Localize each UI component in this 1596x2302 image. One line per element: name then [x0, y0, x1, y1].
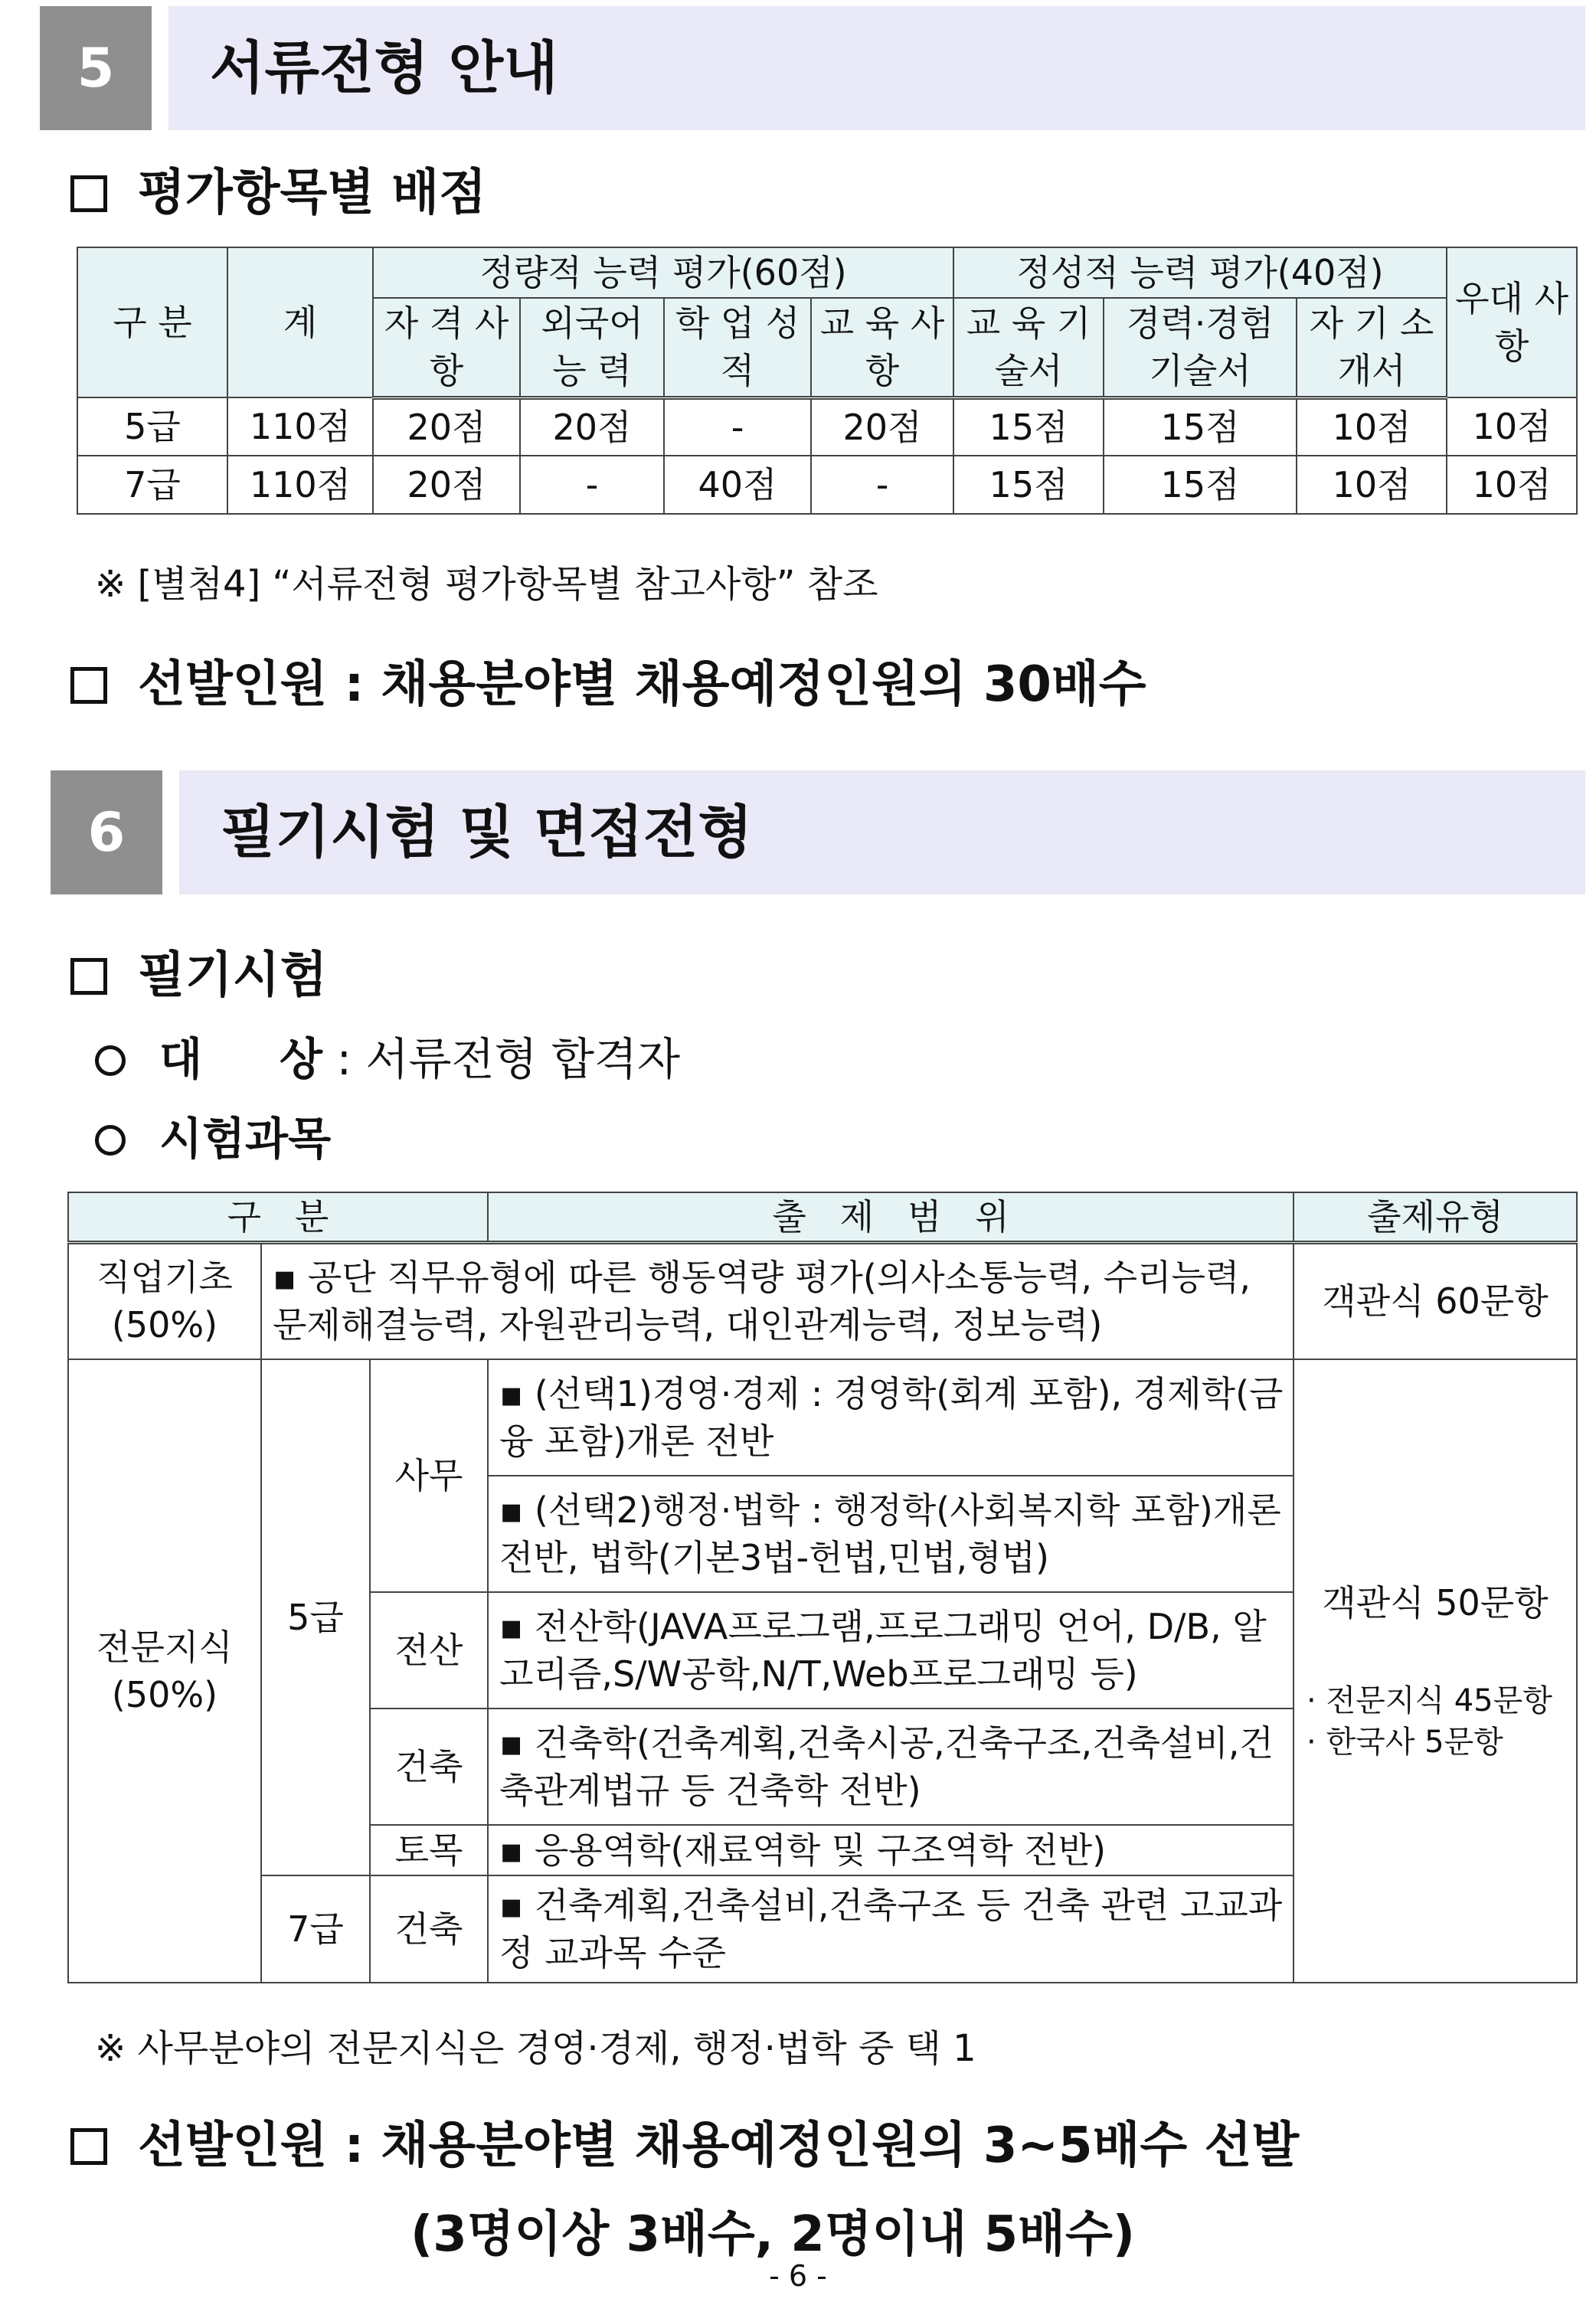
table-cell: 15점	[953, 456, 1104, 514]
expert-label: 전문지식 (50%)	[68, 1359, 261, 1983]
section-6-header	[51, 770, 1585, 894]
header-gubun: 구 분	[77, 247, 227, 397]
table-cell: 20점	[373, 456, 520, 514]
score-note: ※ [별첨4] “서류전형 평가항목별 참고사항” 참조	[95, 563, 878, 606]
header-language: 외국어 능 력	[520, 298, 664, 397]
page-number: - 6 -	[769, 2259, 827, 2293]
table-cell: -	[520, 456, 664, 514]
header-preference: 우대 사항	[1447, 247, 1577, 397]
subjects-table	[67, 1192, 1578, 1983]
target-value: : 서류전형 합격자	[322, 1033, 681, 1085]
header-gubun: 구 분	[68, 1192, 488, 1243]
table-row	[77, 456, 1577, 514]
table-cell: 20점	[373, 397, 520, 456]
table-row	[77, 397, 1577, 456]
header-quantitative: 정량적 능력 평가(60점)	[373, 247, 953, 298]
selection-detail: (3명이상 3배수, 2명이내 5배수)	[410, 2206, 1136, 2263]
architecture-7-scope: ▪ 건축계획,건축설비,건축구조 등 건축 관련 고교과정 교과목 수준	[488, 1875, 1293, 1983]
section-title: 서류전형 안내	[210, 35, 558, 101]
table-cell: 5급	[77, 397, 227, 456]
expert-sub-1: · 전문지식 45문항	[1307, 1682, 1552, 1718]
it-scope: ▪ 전산학(JAVA프로그램,프로그래밍 언어, D/B, 알고리즘,S/W공학,N/T,Web프로그래밍 등)	[488, 1592, 1293, 1709]
header-type: 출제유형	[1293, 1192, 1577, 1243]
table-cell: 20점	[520, 397, 664, 456]
checkbox-square-icon	[70, 175, 107, 212]
target-label: 대 상	[159, 1033, 323, 1085]
circle-bullet-icon	[95, 1045, 126, 1076]
header-education-statement: 교 육 기술서	[953, 298, 1104, 397]
section-5-header	[40, 6, 1585, 130]
field-office: 사무	[370, 1359, 488, 1592]
section-title: 필기시험 및 면접전형	[221, 799, 753, 865]
table-cell: 20점	[811, 397, 953, 456]
header-education: 교 육 사 항	[811, 298, 953, 397]
table-cell: 10점	[1447, 397, 1577, 456]
checkbox-square-icon	[70, 667, 107, 704]
grade-5: 5급	[261, 1359, 370, 1875]
expert-sub-2: · 한국사 5문항	[1307, 1724, 1503, 1760]
table-cell: 7급	[77, 456, 227, 514]
table-cell: 15점	[953, 397, 1104, 456]
header-grade: 학 업 성 적	[664, 298, 811, 397]
table-cell: 10점	[1447, 456, 1577, 514]
office-option-1: ▪ (선택1)경영·경제 : 경영학(회계 포함), 경제학(금융 포함)개론 전반	[488, 1359, 1293, 1476]
header-scope: 출 제 범 위	[488, 1192, 1293, 1243]
table-cell: 110점	[227, 456, 373, 514]
header-qualitative: 정성적 능력 평가(40점)	[953, 247, 1447, 298]
checkbox-square-icon	[70, 2128, 107, 2165]
table-cell: 110점	[227, 397, 373, 456]
header-certificate: 자 격 사 항	[373, 298, 520, 397]
header-career-statement: 경력·경험 기술서	[1104, 298, 1297, 397]
circle-bullet-icon	[95, 1125, 126, 1156]
written-heading: 필기시험	[70, 936, 327, 1006]
header-self-introduction: 자 기 소개서	[1297, 298, 1447, 397]
score-table	[77, 247, 1578, 515]
grade-7: 7급	[261, 1875, 370, 1983]
subjects-line	[95, 1103, 331, 1167]
table-cell: -	[664, 397, 811, 456]
basic-type: 객관식 60문항	[1293, 1243, 1577, 1359]
basic-label: 직업기초 (50%)	[68, 1243, 261, 1359]
office-option-2: ▪ (선택2)행정·법학 : 행정학(사회복지학 포함)개론 전반, 법학(기본3법-헌법,민법,형법)	[488, 1476, 1293, 1592]
expert-type-cell	[1293, 1359, 1577, 1983]
field-architecture-7: 건축	[370, 1875, 488, 1983]
field-civil: 토목	[370, 1825, 488, 1875]
score-heading: 평가항목별 배점	[70, 153, 486, 224]
table-cell: -	[811, 456, 953, 514]
table-cell: 10점	[1297, 456, 1447, 514]
architecture-scope: ▪ 건축학(건축계획,건축시공,건축구조,건축설비,건축관계법규 등 건축학 전반)	[488, 1709, 1293, 1825]
checkbox-square-icon	[70, 958, 107, 995]
subjects-note: ※ 사무분야의 전문지식은 경영·경제, 행정·법학 중 택 1	[95, 2027, 976, 2070]
header-total: 계	[227, 247, 373, 397]
selection-heading-6: 선발인원 : 채용분야별 채용예정인원의 3~5배수 선발	[70, 2106, 1299, 2176]
section-number: 5	[40, 6, 152, 130]
subjects-label: 시험과목	[159, 1113, 332, 1165]
selection-heading-5: 선발인원 : 채용분야별 채용예정인원의 30배수	[70, 645, 1146, 715]
section-number: 6	[51, 770, 162, 894]
target-line	[95, 1023, 680, 1087]
civil-scope: ▪ 응용역학(재료역학 및 구조역학 전반)	[488, 1825, 1293, 1875]
table-cell: 15점	[1104, 397, 1297, 456]
table-cell: 10점	[1297, 397, 1447, 456]
basic-scope: ▪ 공단 직무유형에 따른 행동역량 평가(의사소통능력, 수리능력, 문제해결능력, 자원관리능력, 대인관계능력, 정보능력)	[261, 1243, 1293, 1359]
field-it: 전산	[370, 1592, 488, 1709]
expert-type: 객관식 50문항	[1322, 1581, 1549, 1623]
field-architecture: 건축	[370, 1709, 488, 1825]
table-cell: 15점	[1104, 456, 1297, 514]
table-cell: 40점	[664, 456, 811, 514]
